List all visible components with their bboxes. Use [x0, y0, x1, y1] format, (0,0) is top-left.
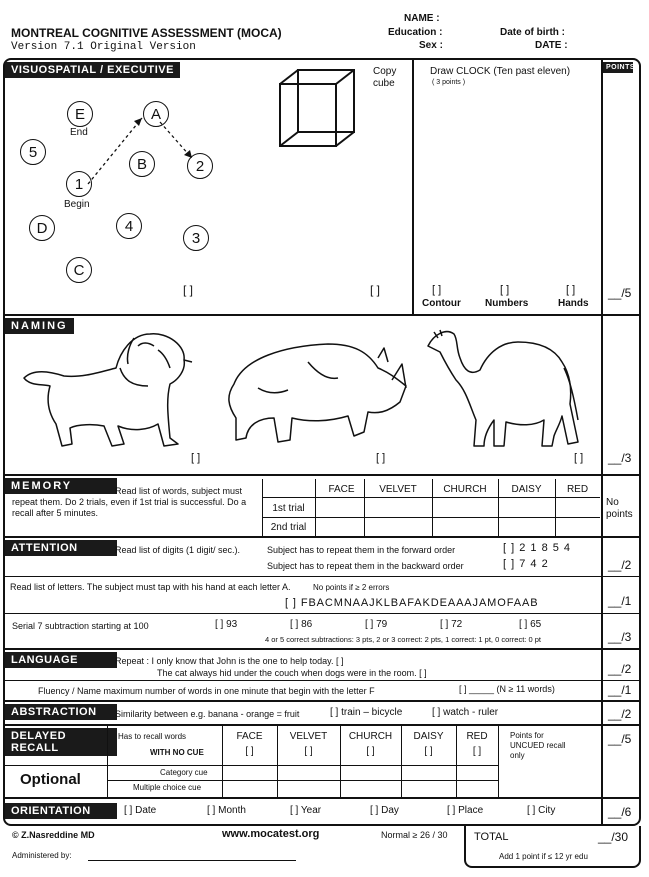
serial-93[interactable]: [ ] 93	[215, 619, 238, 630]
camel-drawing	[428, 330, 578, 446]
points-divider-a	[601, 576, 641, 577]
trail-node-a: A	[143, 101, 169, 127]
numbers-label: Numbers	[485, 298, 529, 309]
serial-72[interactable]: [ ] 72	[440, 619, 463, 630]
visuo-score[interactable]: __/5	[608, 286, 632, 300]
memory-trial-1: 1st trial	[272, 502, 305, 514]
category-cue-label: Category cue	[160, 768, 208, 777]
copy-cube-label: Copy cube	[373, 66, 397, 89]
orientation-score[interactable]: __/6	[608, 805, 632, 819]
begin-label: Begin	[64, 199, 90, 210]
digits-score[interactable]: __/2	[608, 558, 632, 572]
hands-box[interactable]: [ ]	[566, 284, 576, 296]
serial-86[interactable]: [ ] 86	[290, 619, 313, 630]
letters-instruction: Read list of letters. The subject must tap with his hand at each letter A.	[10, 582, 291, 592]
recall-word-velvet: VELVET	[289, 730, 328, 742]
trail-node-3: 3	[183, 225, 209, 251]
forward-label: Subject has to repeat them in the forward order	[267, 545, 456, 555]
trail-score-box[interactable]: [ ]	[183, 283, 194, 297]
recall-word-face: FACE	[236, 730, 263, 742]
recall-word-church: CHURCH	[348, 730, 393, 742]
no-cue-label: WITH NO CUE	[150, 748, 204, 757]
fluency-instruction: Fluency / Name maximum number of words in one minute that begin with the letter F	[38, 686, 375, 696]
trail-node-c: C	[66, 257, 92, 283]
memory-score-note: No points	[606, 497, 633, 520]
fluency-box[interactable]: [ ] _____ (N ≥ 11 words)	[459, 684, 555, 694]
section-divider-2	[3, 474, 641, 476]
rhino-drawing	[229, 344, 406, 442]
memory-instructions: Read list of words, subject must repeat them. Do 2 trials, even if 1st trial is successful. Do a recall after 5 minutes.	[12, 486, 247, 518]
total-label: TOTAL	[474, 831, 509, 843]
trail-node-5: 5	[20, 139, 46, 165]
normal-score-note: Normal ≥ 26 / 30	[381, 830, 448, 840]
letters-score[interactable]: __/1	[608, 594, 632, 608]
date-label: DATE :	[535, 40, 568, 51]
form-title: MONTREAL COGNITIVE ASSESSMENT (MOCA)	[11, 26, 282, 40]
name-label: NAME :	[404, 13, 440, 24]
orientation-day[interactable]: [ ] Day	[370, 805, 399, 816]
clock-divider	[412, 60, 414, 315]
abstraction-section-title: ABSTRACTION	[5, 704, 117, 720]
optional-label: Optional	[20, 771, 81, 788]
section-divider-3	[3, 536, 641, 538]
repeat-sentence-1: Repeat : I only know that John is the one to help today. [ ]	[115, 656, 344, 666]
administered-by-label: Administered by:	[12, 851, 72, 860]
recall-word-red: RED	[466, 730, 488, 742]
letters-sequence[interactable]: [ ] FBACMNAAJKLBAFAKDEAAAJAMOFAAB	[285, 597, 539, 609]
delayed-recall-section-title: DELAYED RECALL	[5, 728, 117, 756]
trail-node-d: D	[29, 215, 55, 241]
camel-score-box[interactable]: [ ]	[574, 452, 584, 464]
forward-digits[interactable]: [ ] 2 1 8 5 4	[503, 542, 572, 554]
dob-label: Date of birth :	[500, 27, 565, 38]
recall-box-church[interactable]: [ ]	[366, 745, 375, 757]
memory-word-red: RED	[566, 483, 589, 495]
recall-box-red[interactable]: [ ]	[472, 745, 482, 757]
memory-word-daisy: DAISY	[511, 483, 542, 495]
serial-score[interactable]: __/3	[608, 630, 632, 644]
memory-word-church: CHURCH	[443, 483, 487, 495]
abstraction-item-2[interactable]: [ ] watch - ruler	[432, 707, 499, 718]
points-header: POINTS	[603, 62, 633, 73]
trail-node-1: 1	[66, 171, 92, 197]
memory-word-face: FACE	[328, 483, 355, 495]
attention-divider-2	[3, 613, 641, 614]
lion-drawing	[24, 334, 192, 446]
orientation-city[interactable]: [ ] City	[527, 805, 556, 816]
abstraction-score[interactable]: __/2	[608, 707, 632, 721]
rhino-score-box[interactable]: [ ]	[376, 452, 386, 464]
attention-section-title: ATTENTION	[5, 540, 117, 556]
recall-box-velvet[interactable]: [ ]	[304, 745, 313, 757]
clock-points-note: ( 3 points )	[432, 79, 466, 86]
trail-node-e: E	[67, 101, 93, 127]
trail-node-4: 4	[116, 213, 142, 239]
abstraction-example: Similarity between e.g. banana - orange = fruit	[115, 709, 300, 719]
memory-section-title: MEMORY	[5, 478, 117, 494]
language-divider	[3, 680, 641, 681]
language-section-title: LANGUAGE	[5, 652, 117, 668]
sex-label: Sex :	[419, 40, 443, 51]
cube-score-box[interactable]: [ ]	[370, 283, 381, 297]
attention-divider-1	[3, 576, 601, 577]
memory-trial-2: 2nd trial	[270, 522, 307, 533]
abstraction-item-1[interactable]: [ ] train – bicycle	[330, 707, 403, 718]
administered-by-line[interactable]	[88, 860, 296, 861]
cube-drawing	[276, 66, 366, 156]
letters-note: No points if ≥ 2 errors	[313, 583, 390, 592]
recall-word-daisy: DAISY	[413, 730, 444, 742]
copyright: © Z.Nasreddine MD	[12, 830, 95, 840]
orientation-section-title: ORIENTATION	[5, 803, 117, 819]
visuo-section-title: VISUOSPATIAL / EXECUTIVE	[5, 62, 180, 78]
serial-79[interactable]: [ ] 79	[365, 619, 388, 630]
numbers-box[interactable]: [ ]	[500, 284, 510, 296]
section-divider-5	[3, 700, 641, 702]
serial-label: Serial 7 subtraction starting at 100	[12, 621, 149, 631]
hands-label: Hands	[558, 298, 589, 309]
repeat-sentence-2: The cat always hid under the couch when dogs were in the room. [ ]	[157, 668, 427, 678]
recall-box-face[interactable]: [ ]	[245, 745, 254, 757]
memory-word-velvet: VELVET	[379, 483, 417, 495]
trail-node-b: B	[129, 151, 155, 177]
orientation-date[interactable]: [ ] Date	[124, 805, 157, 816]
uncued-points-note: Points for UNCUED recall only	[510, 731, 566, 760]
fluency-score[interactable]: __/1	[608, 683, 632, 697]
optional-divider	[3, 765, 107, 766]
naming-animals	[8, 328, 600, 468]
serial-65[interactable]: [ ] 65	[519, 619, 542, 630]
multiple-choice-label: Multiple choice cue	[133, 783, 202, 792]
orientation-year[interactable]: [ ] Year	[290, 805, 322, 816]
backward-label: Subject has to repeat them in the backward order	[267, 561, 464, 571]
naming-section-title: NAMING	[5, 318, 74, 334]
backward-digits[interactable]: [ ] 7 4 2	[503, 558, 549, 570]
website-link[interactable]: www.mocatest.org	[222, 828, 320, 840]
education-adjust-note: Add 1 point if ≤ 12 yr edu	[499, 852, 588, 861]
form-version: Version 7.1 Original Version	[11, 41, 196, 53]
recall-box-daisy[interactable]: [ ]	[424, 745, 433, 757]
lion-score-box[interactable]: [ ]	[191, 452, 201, 464]
orientation-place[interactable]: [ ] Place	[447, 805, 484, 816]
section-divider-4	[3, 648, 641, 650]
naming-score[interactable]: __/3	[608, 451, 632, 465]
education-label: Education :	[388, 27, 443, 38]
clock-title: Draw CLOCK (Ten past eleven)	[430, 66, 571, 77]
section-divider-7	[3, 797, 641, 799]
digits-instruction: Read list of digits (1 digit/ sec.).	[115, 545, 241, 555]
serial-scoring: 4 or 5 correct subtractions: 3 pts, 2 or 3 correct: 2 pts, 1 correct: 1 pt, 0 correct: 0 pt	[265, 635, 541, 644]
repeat-score[interactable]: __/2	[608, 662, 632, 676]
contour-box[interactable]: [ ]	[432, 284, 442, 296]
contour-label: Contour	[422, 298, 461, 309]
orientation-month[interactable]: [ ] Month	[207, 805, 246, 816]
total-score[interactable]: __/30	[598, 830, 629, 844]
has-to-recall-label: Has to recall words	[118, 732, 187, 741]
trail-node-2: 2	[187, 153, 213, 179]
end-label: End	[70, 127, 88, 138]
points-column-divider	[601, 58, 603, 826]
delayed-recall-score[interactable]: __/5	[608, 732, 632, 746]
section-divider-1	[3, 314, 641, 316]
